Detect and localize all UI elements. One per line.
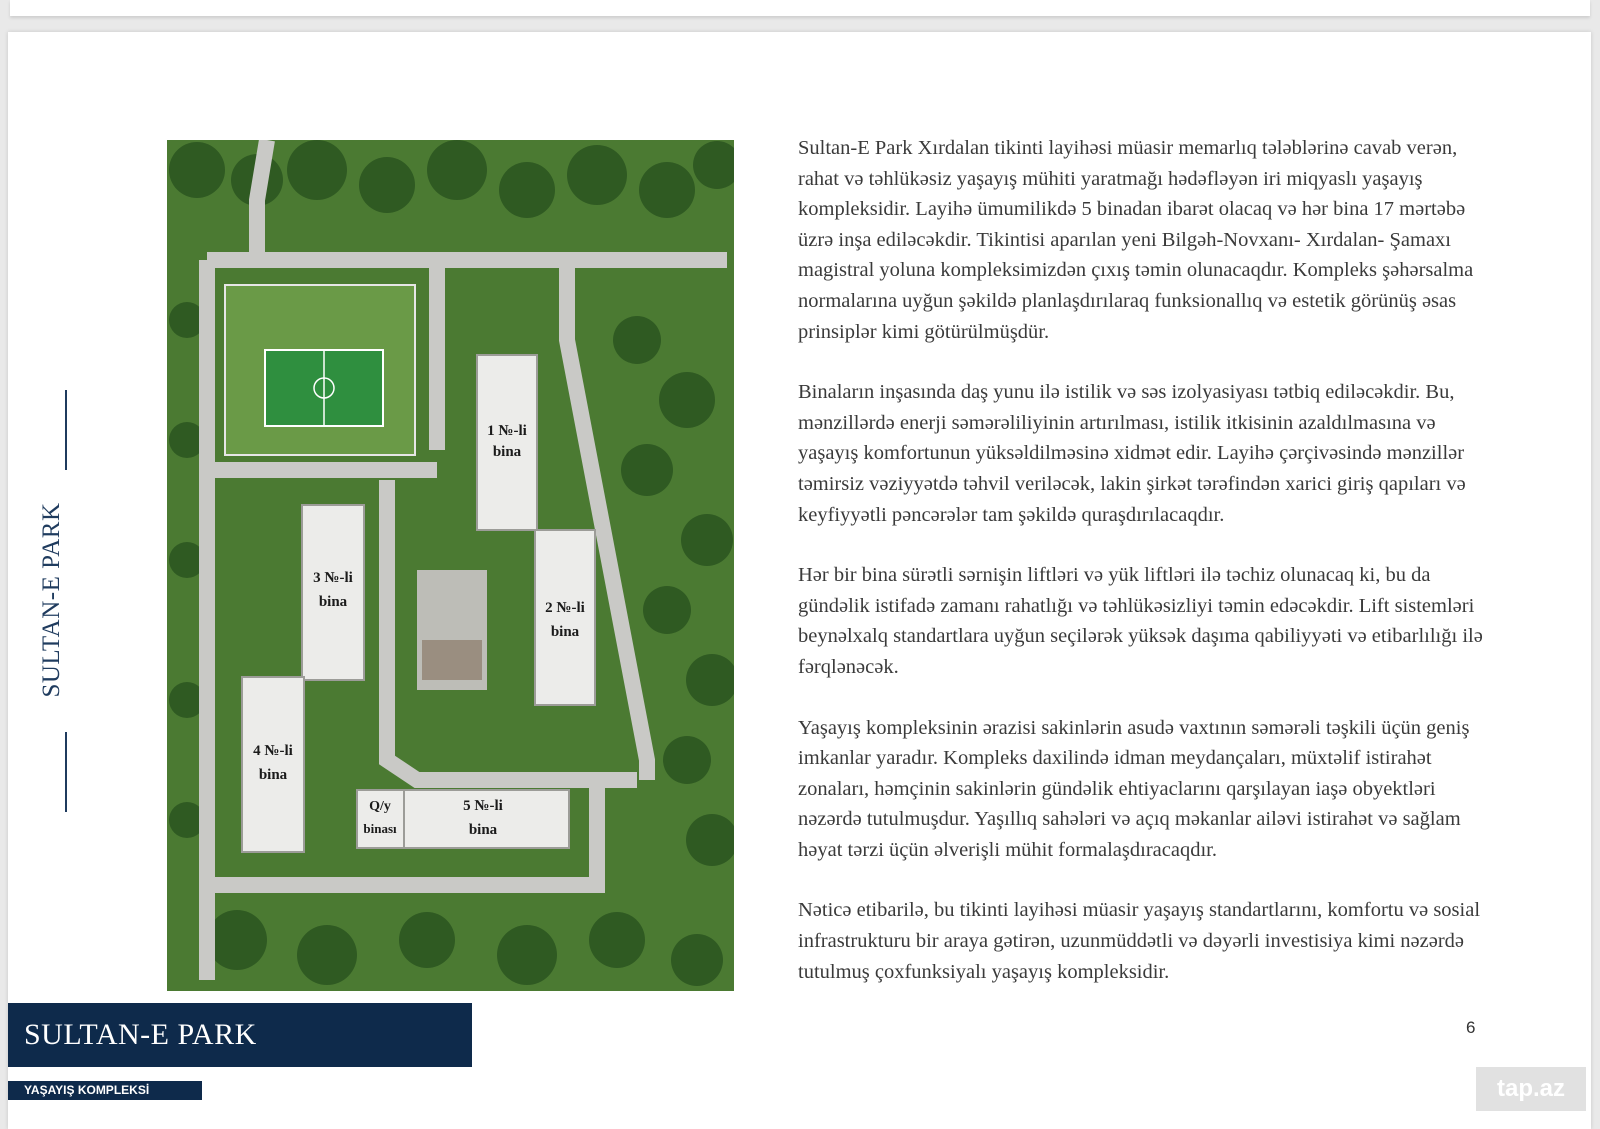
watermark-logo: tap.az (1476, 1067, 1586, 1111)
site-plan-image (167, 140, 734, 991)
document-page (8, 32, 1591, 1129)
building-2-label-line2: bina (550, 624, 580, 640)
building-1-label-line2: bina (492, 444, 522, 460)
paragraph-2: Binaların inşasında daş yunu ilə istilik və səs izolyasiyası tətbiq ediləcəkdir. Bu, mənzillərdə enerji səmərəliliyinin artırılması, istilik itkisinin azaldılmasına və yaşayış komfortunun yüksəldilməsinə xidmət edir. Layihə çərçivəsində mənzillər təmirsiz vəziyyətdə təhvil veriləcək, lakin şirkət tərəfindən xarici giriş qapıları və keyfiyyətli pəncərələr tam şəkildə quraşdırılacaqdır. (798, 381, 1466, 526)
building-2-label-line1: 2 №-li (545, 600, 585, 616)
building-5-label-line1: 5 №-li (463, 798, 503, 814)
community-building-label-line2: binası (363, 821, 397, 836)
building-4-label-line1: 4 №-li (253, 743, 293, 759)
description-text (798, 133, 1488, 1017)
building-4 (242, 677, 304, 852)
previous-page-edge (10, 0, 1590, 16)
paragraph-1: Sultan-E Park Xırdalan tikinti layihəsi müasir memarlıq tələblərinə cavab verən, rahat və təhlükəsiz yaşayış mühiti yaratmağı hədəfləyən iri miqyaslı yaşayış kompleksidir. Layihə ümumilikdə 5 binadan ibarət olacaq və hər bina 17 mərtəbə üzrə inşa ediləcəkdir. Tikintisi aparılan yeni Bilgəh-Novxanı- Xırdalan- Şamaxı magistral yoluna kompleksimizdən çıxış təmin olunacaqdır. Kompleks şəhərsalma normalarına uyğun şəkildə planlaşdırılaraq funksionallıq və estetik görünüş əsas prinsiplər kimi götürülmüşdür. (798, 137, 1474, 343)
building-2 (535, 530, 595, 705)
paragraph-4: Yaşayış kompleksinin ərazisi sakinlərin asudə vaxtının səmərəli təşkili üçün geniş imkanlar yaradır. Kompleks daxilində idman meydançaları, müxtəlif istirahət zonaları, həmçinin sakinlərin gündəlik ehtiyaclarını qarşılayan iaşə obyektləri nəzərdə tutulmuşdur. Yaşıllıq sahələri və açıq məkanlar ailəvi istirahət və sağlam həyat tərzi üçün əlverişli mühit formalaşdıracaqdır. (798, 716, 1470, 861)
building-4-label-line2: bina (258, 767, 288, 783)
page-number: 6 (1466, 1018, 1476, 1037)
vertical-divider-top (65, 390, 67, 470)
brand-subtitle: YAŞAYIŞ KOMPLEKSİ (8, 1081, 202, 1100)
paragraph-3: Hər bir bina sürətli sərnişin liftləri və yük liftləri ilə təchiz olunacaq ki, bu da gündəlik istifadə zamanı rahatlığı və təhlükəsizliyi təmin edəcəkdir. Lift sistemləri beynəlxalq standartlara uyğun seçilərək yüksək daşıma qabiliyyəti və etibarlılığı ilə fərqlənəcək. (798, 564, 1483, 678)
vertical-brand-title: SULTAN-E PARK (38, 502, 65, 698)
building-3-label-line2: bina (318, 594, 348, 610)
building-5-label-line2: bina (468, 822, 498, 838)
brand-banner: SULTAN-E PARK (8, 1003, 472, 1067)
paragraph-5: Nəticə etibarilə, bu tikinti layihəsi müasir yaşayış standartlarını, komfortu və sosial infrastrukturu bir araya gətirən, uzunmüddətli və dəyərli investisiya kimi nəzərdə tutulmuş çoxfunksiyalı yaşayış kompleksidir. (798, 899, 1481, 983)
community-building-label-line1: Q/y (369, 799, 391, 814)
building-1 (477, 355, 537, 530)
vertical-divider-bottom (65, 732, 67, 812)
building-3-label-line1: 3 №-li (313, 570, 353, 586)
building-3 (302, 505, 364, 680)
building-1-label-line1: 1 №-li (487, 423, 527, 439)
site-plan-illustration (167, 140, 734, 991)
